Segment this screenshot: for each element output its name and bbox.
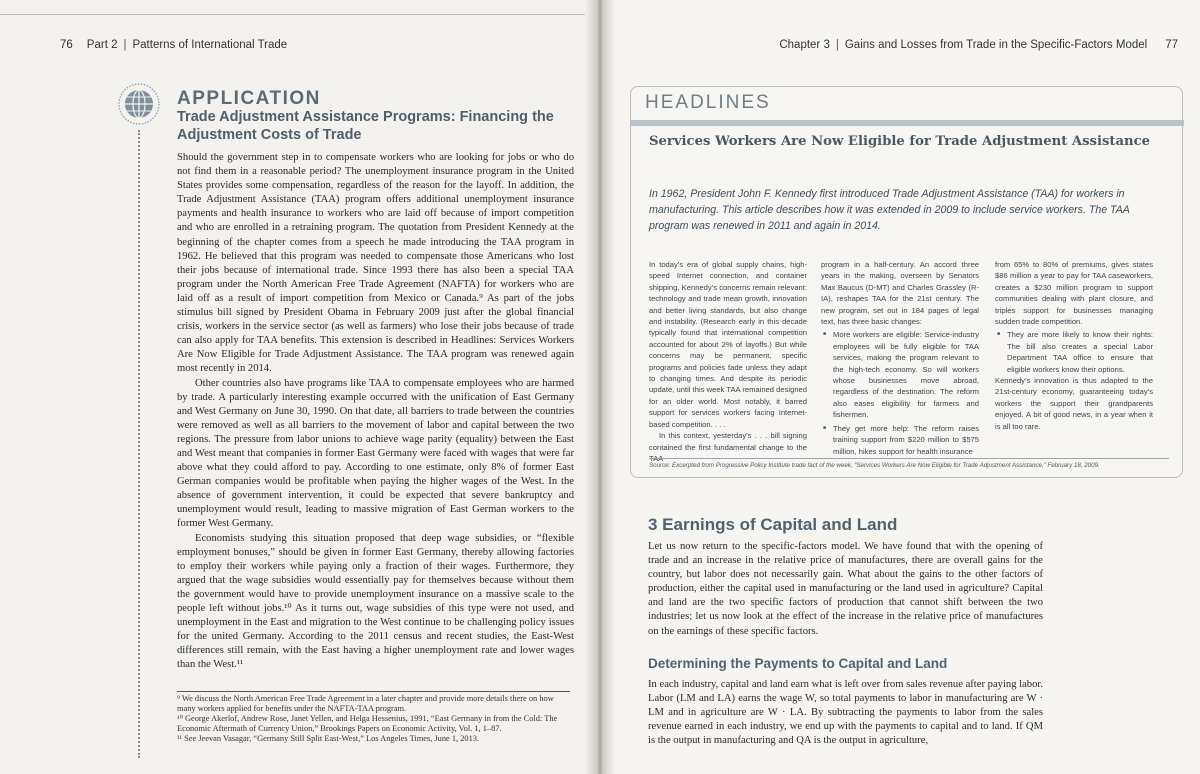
headlines-bar <box>631 120 1184 126</box>
page-number-left: 76 <box>60 39 73 51</box>
running-head-right <box>779 39 1178 51</box>
footnote: ¹⁰ George Akerlof, Andrew Rose, Janet Yellen, and Helga Hessenius, 1991, “East Germany in from the Cold: The Economic Aftermath of Currency Union,” Brookings Papers on Economic Activity, Vol. 1, 1–87. <box>177 714 558 733</box>
chapter-title: Gains and Losses from Trade in the Specific-Factors Model <box>844 39 1148 51</box>
part-label: Part 2 <box>86 39 118 51</box>
bullet-list <box>995 329 1153 375</box>
application-body <box>177 151 574 672</box>
application-title: Trade Adjustment Assistance Programs: Financing the Adjustment Costs of Trade <box>177 109 554 143</box>
part-title: Patterns of International Trade <box>132 39 288 51</box>
footnote-rule <box>177 691 570 692</box>
paragraph: Economists studying this situation proposed that deep wage subsidies, or “flexible employment bonuses,” should be given in former East Germany, thereby allowing factories to employ their workers while paying only a fraction of their wages. Furthermore, they argued that the wage subsidies would essentially pay for themselves because without them the government would have to provide unemployment insurance on a massive scale to the people left without jobs.¹⁰ As it turns out, wage subsidies of this type were not used, and unemployment in the East and migration to the West continue to be challenging policy issues for the united Germany. According to the 2011 census and recent studies, the East-West differences still remain, with the East having a higher unemployment rate and lower wages than the West.¹¹ <box>177 532 574 671</box>
headlines-box <box>630 86 1183 478</box>
subsection-body <box>648 678 1043 748</box>
section-body <box>648 540 1043 639</box>
separator: | <box>835 39 839 51</box>
headlines-kicker: HEADLINES <box>645 92 771 113</box>
list-item: ■ They are more likely to know their rights: The bill also creates a special Labor Department TAA office to ensure that eligible workers know their options. <box>995 329 1153 375</box>
source-rule <box>649 458 1169 459</box>
running-head-left <box>60 39 287 51</box>
paragraph: Kennedy’s innovation is thus adapted to the 21st-century economy, guaranteeing today’s workers the support their grandparents enjoyed. A bit of good news, in a year when it is all too rare. <box>995 376 1153 431</box>
dotted-rule <box>138 130 140 758</box>
page-number-right: 77 <box>1165 39 1178 51</box>
paragraph: from 65% to 80% of premiums, gives states $86 million a year to pay for TAA caseworkers, creates a $230 million program to support communities dealing with plant closure, and triples support for businesses managing sudden trade competition. <box>995 260 1153 327</box>
list-item: ■ They get more help: The reform raises training support from $220 million to $575 million, hikes support for health insurance <box>821 423 979 457</box>
separator: | <box>123 39 127 51</box>
paragraph: program in a half-century. An accord three years in the making, overseen by Senators Max Baucus (D-MT) and Charles Grassley (R-IA), reshapes TAA for the 21st century. The new program, set out in 184 pages of legal text, has three basic changes: <box>821 260 979 327</box>
top-rule <box>0 14 600 15</box>
paragraph: In each industry, capital and land earn what is left over from sales revenue after paying labor. Labor (LM and LA) earns the wage W, so total payments to labor in manufacturing are W · LM and in agriculture are W · LA. By subtracting the payments to labor from the sales revenue earned in each industry, we end up with the payments to capital and to land. If QM is the output in manufacturing and QA is the output in agriculture, <box>648 679 1043 747</box>
globe-icon <box>117 82 161 126</box>
footnote: ¹¹ See Jeevan Vasagar, “Germany Still Split East-West,” Los Angeles Times, June 1, 2013. <box>177 734 480 743</box>
footnotes <box>177 694 574 744</box>
subsection-heading: Determining the Payments to Capital and Land <box>648 656 948 671</box>
section-heading: 3 Earnings of Capital and Land <box>648 515 898 534</box>
headlines-source: Source: Excerpted from Progressive Policy Institute trade fact of the week, “Services Workers Are Now Eligible for Trade Adjustment Assistance,” February 18, 2009. <box>649 462 1100 469</box>
footnote: ⁹ We discuss the North American Free Trade Agreement in a later chapter and provide more details there on how many workers applied for benefits under the NAFTA-TAA program. <box>177 694 554 713</box>
list-item: ■ More workers are eligible: Service-industry employees will be fully eligible for TAA services, making the program relevant to the high-tech economy. So will workers whose businesses move abroad, regardless of the destination. The reform also eases eligibility for farmers and fishermen. <box>821 329 979 420</box>
application-kicker: APPLICATION <box>177 88 321 109</box>
bullet-list <box>821 329 979 456</box>
paragraph: Let us now return to the specific-factors model. We have found that with the opening of trade and an increase in the relative price of manufactures, there are overall gains for the country, but labor does not necessarily gain. What about the gains to the other factors of production, either the capital used in manufacturing or the land used in agriculture? Capital and land are the two specific factors of production that cannot shift between the two industries; let us now look at the effect of the increase in the relative price of manufactures on the earnings of these specific factors. <box>648 541 1043 637</box>
headlines-column-3 <box>995 259 1153 432</box>
headlines-column-1 <box>649 259 807 464</box>
paragraph: In this context, yesterday’s . . . bill signing contained the first fundamental change to the <box>649 431 807 452</box>
paragraph: In today’s era of global supply chains, high-speed Internet connection, and container shipping, Kennedy’s concerns remain relevant: technology and trade mean growth, innovation and better living standards, but also change and instability. (Research early in this decade typically found that international competition accounted for about 2% of layoffs.) But while concerns may be permanent, specific programs and policies fade unless they adapt to changing times. And despite its periodic update, until this week TAA remained designed for an older world. Most notably, it barred support for services workers facing Internet-based competition. . . . <box>649 260 807 429</box>
headlines-column-2 <box>821 259 979 457</box>
headlines-title: Services Workers Are Now Eligible for Trade Adjustment Assistance <box>649 134 1151 149</box>
paragraph: Should the government step in to compensate workers who are looking for jobs or who do not find them in a reasonable period? The unemployment insurance program in the United States provides some compensation, regardless of the reason for the layoff. In addition, the Trade Adjustment Assistance (TAA) program offers additional unemployment insurance payments and health insurance to workers who are laid off because of import competition and who are enrolled in a retraining program. The quotation from President Kennedy at the beginning of the chapter comes from a speech he made introducing the TAA program in 1962. He believed that this program was needed to compensate those Americans who lost their jobs because of international trade. Since 1993 there has also been a special TAA program under the North American Free Trade Agreement (NAFTA) for workers who are laid off as a result of import competition from Mexico or Canada.⁹ As part of the jobs stimulus bill signed by President Obama in February 2009 just after the global financial crisis, workers in the service sector (as well as farmers) who lose their jobs because of trade can also apply for TAA benefits. This extension is described in Headlines: Services Workers Are Now Eligible for Trade Adjustment Assistance. The TAA program was renewed again most recently in 2014. <box>177 152 574 375</box>
headlines-dek: In 1962, President John F. Kennedy first introduced Trade Adjustment Assistance (TAA) for workers in manufacturing. This article describes how it was extended in 2009 to include service workers. The TAA program was renewed in 2011 and again in 2014. <box>649 188 1130 232</box>
chapter-label: Chapter 3 <box>779 39 830 51</box>
paragraph: Other countries also have programs like TAA to compensate employees who are harmed by trade. A particularly interesting example occurred with the unification of East Germany and West Germany on June 30, 1990. On that date, all barriers to trade between the countries were removed as well as all barriers to the movement of labor and capital between the two regions. The pressure from labor unions to achieve wage parity (equality) between the East and West meant that companies in former East Germany were faced with wages that were far above what they could afford to pay. According to one estimate, only 8% of former East German companies would be profitable when paying the higher wages of the West. In the absence of government intervention, it could be expected that severe bankruptcy and unemployment would result, leading to massive migration of East German workers to the former West Germany. <box>177 377 574 530</box>
book-gutter <box>585 0 615 774</box>
